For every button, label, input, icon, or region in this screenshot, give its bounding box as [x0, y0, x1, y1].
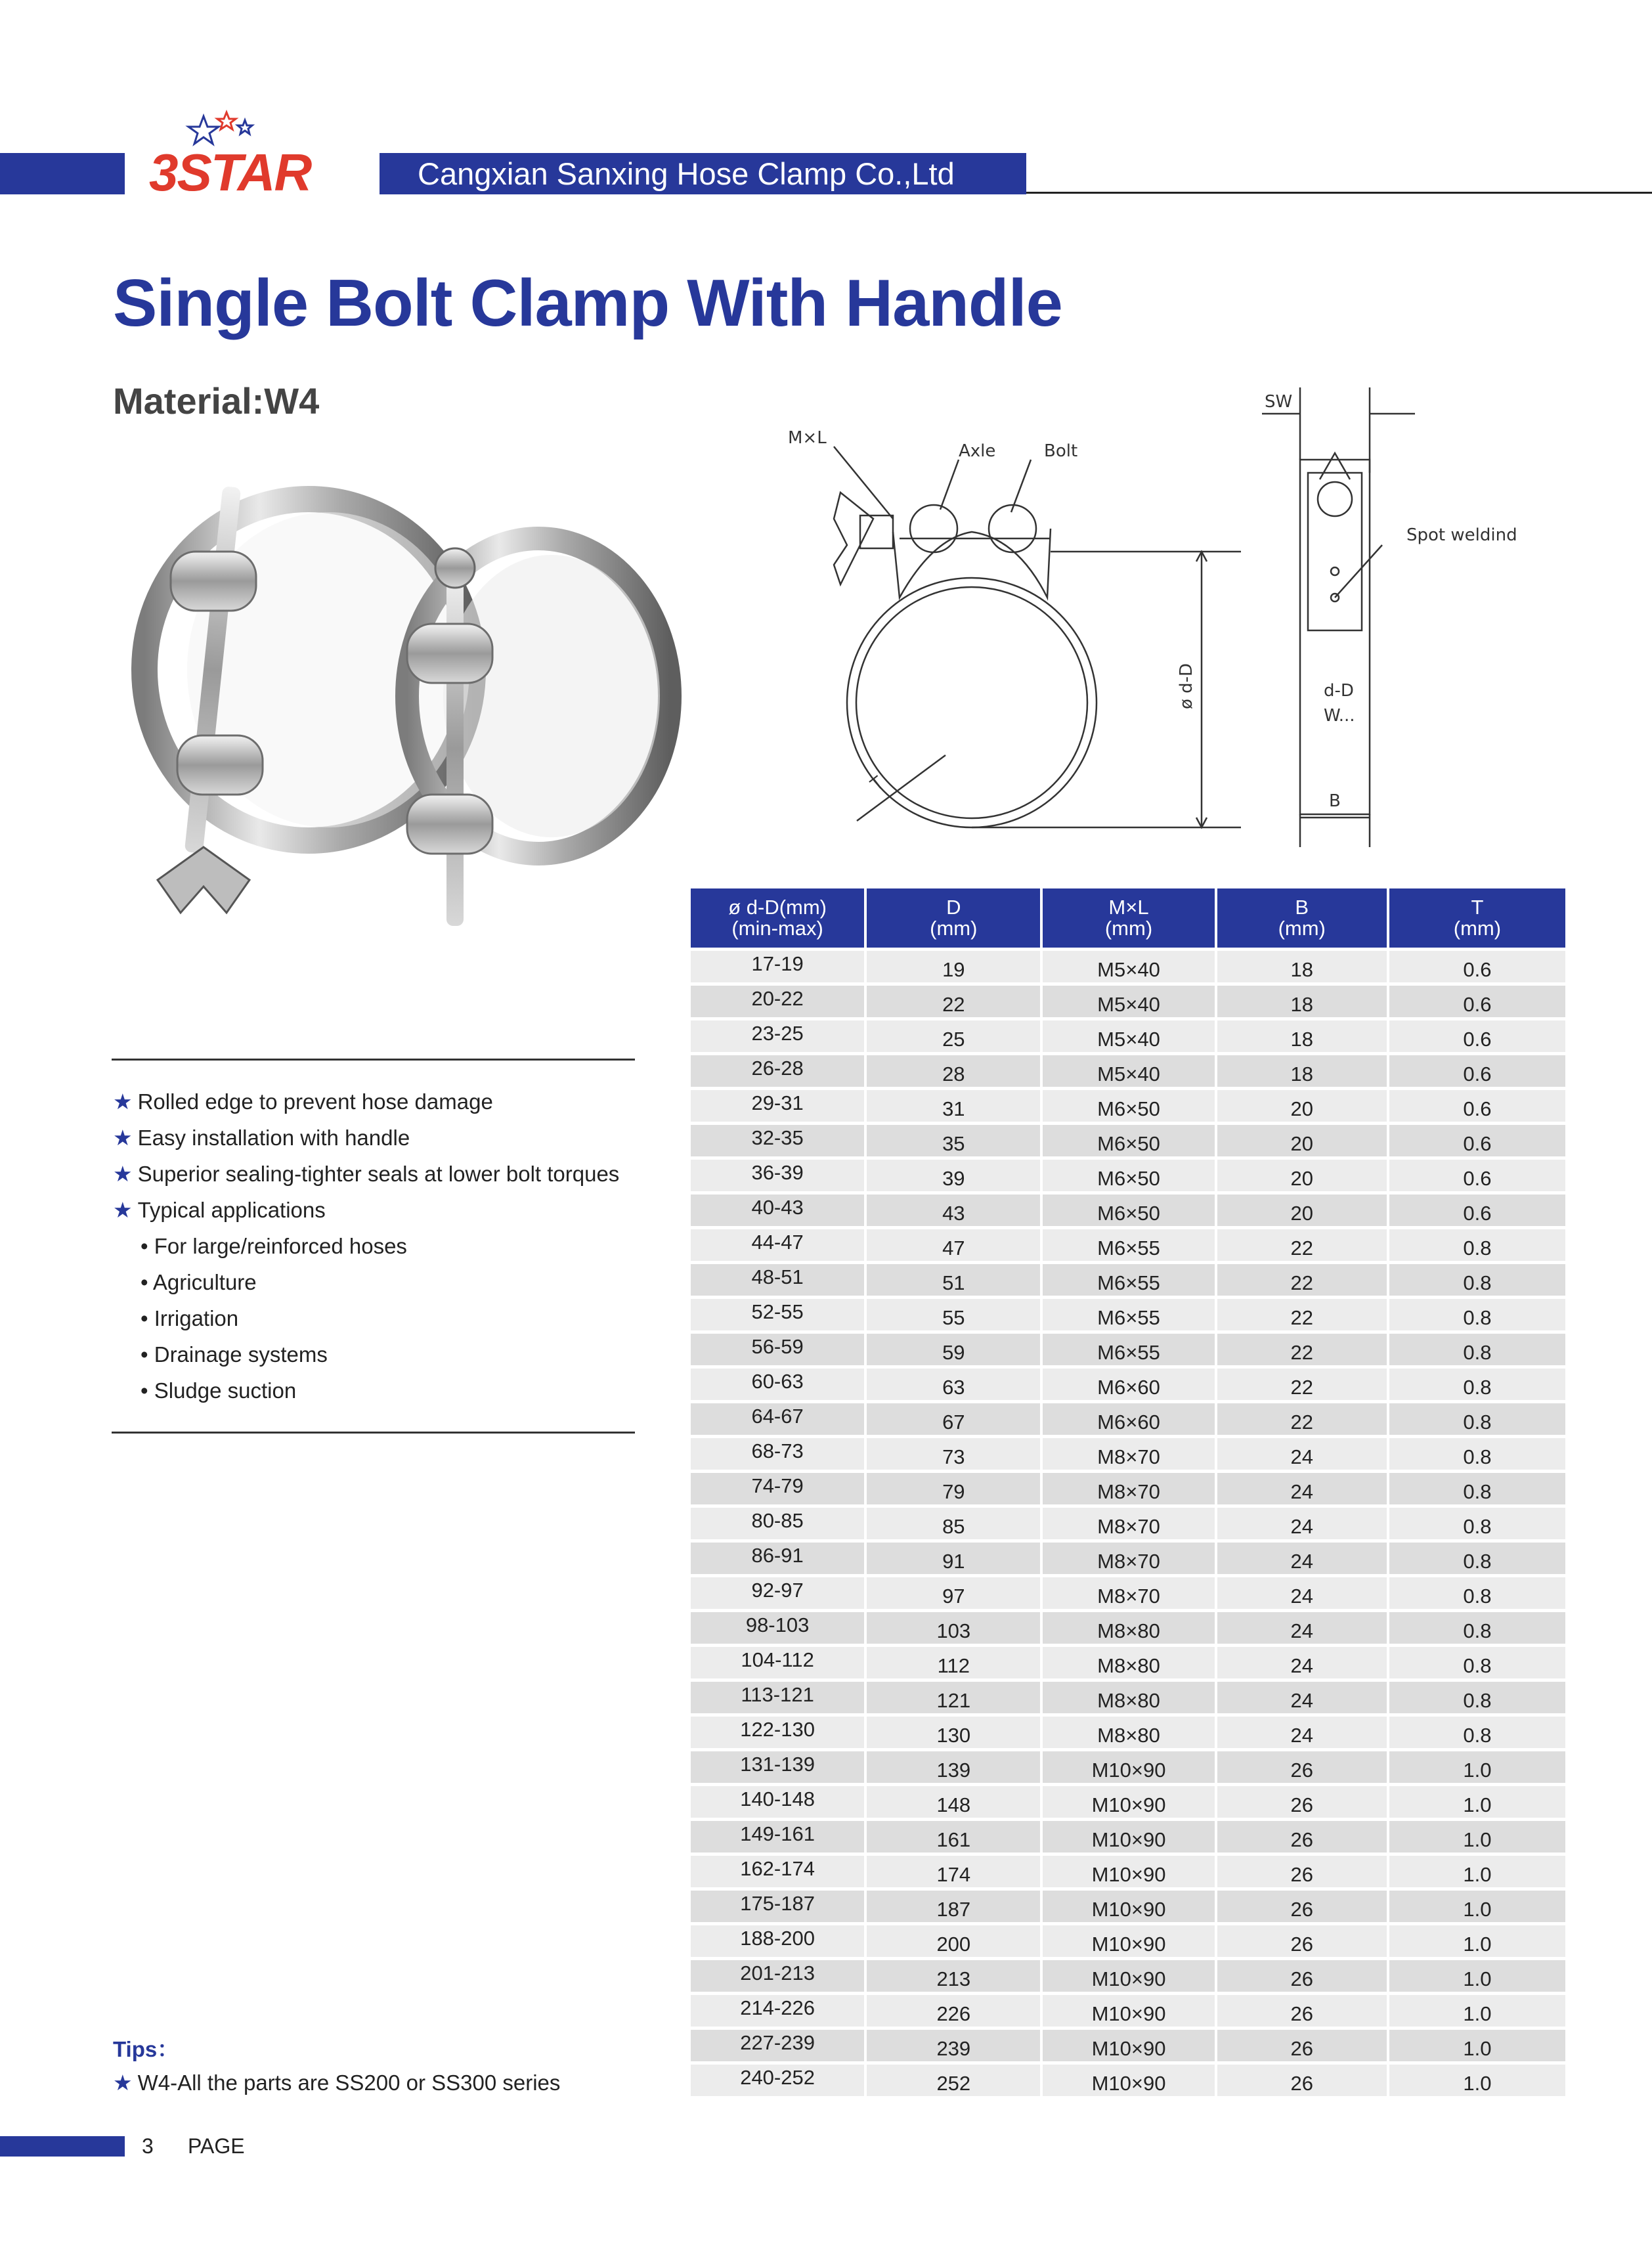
- cell-b: 26: [1217, 1856, 1387, 1887]
- feature-item: ★ Superior sealing-tighter seals at lower bolt torques: [113, 1162, 620, 1186]
- cell-range: 227-239: [691, 2030, 864, 2061]
- cell-t: 0.8: [1389, 1438, 1565, 1470]
- cell-d: 148: [867, 1786, 1040, 1818]
- cell-t: 0.8: [1389, 1717, 1565, 1748]
- header-cell-range: ø d-D(mm) (min-max): [691, 888, 864, 948]
- table-row: [691, 1264, 1565, 1296]
- cell-d: 73: [867, 1438, 1040, 1470]
- cell-t: 0.6: [1389, 1020, 1565, 1052]
- table-row: [691, 1160, 1565, 1191]
- cell-t: 0.8: [1389, 1264, 1565, 1296]
- cell-d: 103: [867, 1612, 1040, 1644]
- cell-b: 26: [1217, 1891, 1387, 1922]
- cell-b: 22: [1217, 1299, 1387, 1330]
- cell-mxl: M6×55: [1043, 1229, 1214, 1261]
- cell-d: 19: [867, 951, 1040, 982]
- table-row: [691, 1821, 1565, 1852]
- cell-range: 149-161: [691, 1821, 864, 1852]
- cell-range: 98-103: [691, 1612, 864, 1644]
- application-item: • Irrigation: [141, 1306, 239, 1330]
- cell-range: 29-31: [691, 1090, 864, 1122]
- cell-d: 43: [867, 1194, 1040, 1226]
- cell-mxl: M10×90: [1043, 1856, 1214, 1887]
- product-photo: [118, 453, 696, 965]
- bolt-label: Bolt: [1044, 441, 1078, 461]
- table-row: [691, 1612, 1565, 1644]
- table-row: [691, 1229, 1565, 1261]
- cell-b: 18: [1217, 1020, 1387, 1052]
- cell-mxl: M10×90: [1043, 1786, 1214, 1818]
- cell-d: 85: [867, 1508, 1040, 1539]
- table-row: [691, 1856, 1565, 1887]
- cell-d: 213: [867, 1960, 1040, 1992]
- cell-b: 26: [1217, 1821, 1387, 1852]
- header-cell-d: D (mm): [867, 888, 1040, 948]
- cell-mxl: M6×60: [1043, 1369, 1214, 1400]
- cell-mxl: M6×50: [1043, 1090, 1214, 1122]
- table-row: [691, 1090, 1565, 1122]
- cell-t: 0.8: [1389, 1334, 1565, 1365]
- application-item: • Sludge suction: [141, 1378, 297, 1403]
- cell-d: 91: [867, 1543, 1040, 1574]
- cell-range: 122-130: [691, 1717, 864, 1748]
- b-label: B: [1329, 791, 1341, 811]
- cell-b: 20: [1217, 1090, 1387, 1122]
- cell-d: 112: [867, 1647, 1040, 1678]
- cell-b: 24: [1217, 1508, 1387, 1539]
- cell-t: 0.6: [1389, 1055, 1565, 1087]
- cell-t: 0.8: [1389, 1577, 1565, 1609]
- table-row: [691, 986, 1565, 1017]
- page-title: Single Bolt Clamp With Handle: [113, 267, 1062, 340]
- cell-b: 24: [1217, 1682, 1387, 1713]
- page-number: 3: [142, 2134, 154, 2158]
- cell-mxl: M5×40: [1043, 951, 1214, 982]
- cell-range: 23-25: [691, 1020, 864, 1052]
- application-item: • For large/reinforced hoses: [141, 1234, 407, 1258]
- header-left-bar: [0, 153, 125, 194]
- table-row: [691, 1334, 1565, 1365]
- cell-t: 0.8: [1389, 1508, 1565, 1539]
- cell-t: 1.0: [1389, 2065, 1565, 2096]
- cell-range: 60-63: [691, 1369, 864, 1400]
- table-row: [691, 1473, 1565, 1504]
- cell-b: 22: [1217, 1403, 1387, 1435]
- cell-mxl: M8×80: [1043, 1647, 1214, 1678]
- table-row: [691, 1508, 1565, 1539]
- cell-range: 20-22: [691, 986, 864, 1017]
- table-row: [691, 1543, 1565, 1574]
- cell-mxl: M5×40: [1043, 986, 1214, 1017]
- cell-d: 174: [867, 1856, 1040, 1887]
- cell-mxl: M5×40: [1043, 1055, 1214, 1087]
- spec-table: [691, 888, 1565, 2096]
- star-icon: ★: [113, 1162, 133, 1186]
- cell-t: 0.8: [1389, 1682, 1565, 1713]
- cell-range: 162-174: [691, 1856, 864, 1887]
- cell-t: 0.8: [1389, 1299, 1565, 1330]
- cell-mxl: M8×80: [1043, 1612, 1214, 1644]
- cell-range: 17-19: [691, 951, 864, 982]
- cell-mxl: M8×70: [1043, 1577, 1214, 1609]
- cell-b: 26: [1217, 1995, 1387, 2027]
- cell-mxl: M10×90: [1043, 2065, 1214, 2096]
- cell-range: 201-213: [691, 1960, 864, 1992]
- cell-b: 26: [1217, 2065, 1387, 2096]
- cell-range: 74-79: [691, 1473, 864, 1504]
- cell-mxl: M6×55: [1043, 1299, 1214, 1330]
- cell-mxl: M10×90: [1043, 1960, 1214, 1992]
- cell-b: 22: [1217, 1229, 1387, 1261]
- header-cell-mxl: M×L (mm): [1043, 888, 1214, 948]
- feature-item: ★ Rolled edge to prevent hose damage: [113, 1089, 493, 1114]
- star-icon: ★: [113, 1089, 133, 1114]
- star-icon: ★: [113, 2071, 133, 2095]
- table-row: [691, 1403, 1565, 1435]
- cell-t: 1.0: [1389, 2030, 1565, 2061]
- table-row: [691, 1055, 1565, 1087]
- tips-title: Tips：: [113, 2037, 179, 2061]
- cell-mxl: M10×90: [1043, 1995, 1214, 2027]
- cell-b: 24: [1217, 1717, 1387, 1748]
- cell-d: 121: [867, 1682, 1040, 1713]
- cell-b: 26: [1217, 1786, 1387, 1818]
- table-header: [691, 888, 1565, 948]
- cell-mxl: M10×90: [1043, 1821, 1214, 1852]
- cell-t: 0.8: [1389, 1369, 1565, 1400]
- application-item: • Agriculture: [141, 1270, 257, 1294]
- cell-range: 32-35: [691, 1125, 864, 1156]
- cell-b: 20: [1217, 1194, 1387, 1226]
- cell-range: 131-139: [691, 1751, 864, 1783]
- header-cell-b: B (mm): [1217, 888, 1387, 948]
- cell-b: 20: [1217, 1160, 1387, 1191]
- cell-mxl: M6×55: [1043, 1334, 1214, 1365]
- cell-t: 1.0: [1389, 1925, 1565, 1957]
- table-row: [691, 1786, 1565, 1818]
- cell-d: 55: [867, 1299, 1040, 1330]
- table-row: [691, 1925, 1565, 1957]
- cell-t: 1.0: [1389, 1821, 1565, 1852]
- cell-range: 40-43: [691, 1194, 864, 1226]
- cell-t: 1.0: [1389, 1751, 1565, 1783]
- axle-label: Axle: [959, 441, 996, 461]
- cell-mxl: M8×70: [1043, 1508, 1214, 1539]
- cell-d: 63: [867, 1369, 1040, 1400]
- table-row: [691, 1960, 1565, 1992]
- cell-b: 26: [1217, 2030, 1387, 2061]
- spot-weld-label: Spot weldind: [1406, 525, 1517, 545]
- cell-mxl: M6×55: [1043, 1264, 1214, 1296]
- cell-range: 104-112: [691, 1647, 864, 1678]
- cell-range: 214-226: [691, 1995, 864, 2027]
- cell-t: 1.0: [1389, 1960, 1565, 1992]
- table-row: [691, 1717, 1565, 1748]
- cell-b: 24: [1217, 1438, 1387, 1470]
- feature-item: ★ Typical applications: [113, 1198, 326, 1222]
- cell-d: 187: [867, 1891, 1040, 1922]
- header-cell-t: T (mm): [1389, 888, 1565, 948]
- cell-t: 0.8: [1389, 1543, 1565, 1574]
- features-top-rule: [112, 1059, 635, 1061]
- cell-b: 24: [1217, 1647, 1387, 1678]
- cell-range: 44-47: [691, 1229, 864, 1261]
- cell-mxl: M10×90: [1043, 1925, 1214, 1957]
- cell-t: 0.6: [1389, 1125, 1565, 1156]
- cell-b: 18: [1217, 986, 1387, 1017]
- cell-t: 0.6: [1389, 1194, 1565, 1226]
- cell-mxl: M10×90: [1043, 1751, 1214, 1783]
- cell-t: 1.0: [1389, 1786, 1565, 1818]
- cell-mxl: M6×50: [1043, 1194, 1214, 1226]
- cell-d: 47: [867, 1229, 1040, 1261]
- tips-text: ★ W4-All the parts are SS200 or SS300 series: [113, 2071, 561, 2095]
- cell-d: 31: [867, 1090, 1040, 1122]
- cell-mxl: M6×50: [1043, 1160, 1214, 1191]
- table-row: [691, 1125, 1565, 1156]
- cell-mxl: M8×80: [1043, 1682, 1214, 1713]
- cell-t: 0.8: [1389, 1229, 1565, 1261]
- features-list: [113, 1084, 619, 1409]
- cell-range: 113-121: [691, 1682, 864, 1713]
- cell-range: 68-73: [691, 1438, 864, 1470]
- company-logo: [141, 108, 358, 200]
- cell-d: 226: [867, 1995, 1040, 2027]
- table-row: [691, 2030, 1565, 2061]
- cell-b: 26: [1217, 1925, 1387, 1957]
- front-view-drawing: [768, 381, 1261, 854]
- cell-b: 26: [1217, 1960, 1387, 1992]
- cell-d: 22: [867, 986, 1040, 1017]
- table-row: [691, 1438, 1565, 1470]
- table-body: [691, 951, 1565, 2096]
- cell-mxl: M10×90: [1043, 2030, 1214, 2061]
- cell-mxl: M8×70: [1043, 1473, 1214, 1504]
- cell-d: 139: [867, 1751, 1040, 1783]
- header-rule: [1026, 192, 1652, 194]
- cell-b: 24: [1217, 1473, 1387, 1504]
- application-item: • Drainage systems: [141, 1342, 328, 1367]
- material-label: Material:W4: [113, 380, 320, 422]
- logo-wordmark: 3STAR: [149, 143, 311, 202]
- table-row: [691, 1891, 1565, 1922]
- cell-d: 28: [867, 1055, 1040, 1087]
- cell-range: 175-187: [691, 1891, 864, 1922]
- table-row: [691, 1647, 1565, 1678]
- side-w-label: W...: [1324, 706, 1355, 726]
- cell-d: 39: [867, 1160, 1040, 1191]
- table-row: [691, 1751, 1565, 1783]
- cell-d: 252: [867, 2065, 1040, 2096]
- cell-b: 22: [1217, 1369, 1387, 1400]
- cell-t: 0.8: [1389, 1612, 1565, 1644]
- cell-b: 24: [1217, 1577, 1387, 1609]
- cell-d: 130: [867, 1717, 1040, 1748]
- cell-range: 52-55: [691, 1299, 864, 1330]
- cell-mxl: M8×70: [1043, 1438, 1214, 1470]
- cell-t: 0.8: [1389, 1647, 1565, 1678]
- star-icon: ★: [113, 1198, 133, 1222]
- cell-range: 92-97: [691, 1577, 864, 1609]
- cell-t: 0.6: [1389, 986, 1565, 1017]
- cell-range: 64-67: [691, 1403, 864, 1435]
- company-name: Cangxian Sanxing Hose Clamp Co.,Ltd: [418, 156, 955, 191]
- table-row: [691, 1995, 1565, 2027]
- cell-mxl: M5×40: [1043, 1020, 1214, 1052]
- cell-t: 0.8: [1389, 1473, 1565, 1504]
- diameter-label: ø d-D: [1177, 663, 1196, 709]
- cell-t: 0.6: [1389, 1090, 1565, 1122]
- side-dd-label: d-D: [1324, 681, 1354, 701]
- cell-mxl: M6×60: [1043, 1403, 1214, 1435]
- cell-range: 80-85: [691, 1508, 864, 1539]
- cell-t: 1.0: [1389, 1891, 1565, 1922]
- mxl-label: M×L: [788, 428, 827, 448]
- cell-b: 24: [1217, 1543, 1387, 1574]
- cell-b: 26: [1217, 1751, 1387, 1783]
- cell-d: 35: [867, 1125, 1040, 1156]
- cell-b: 22: [1217, 1334, 1387, 1365]
- cell-range: 36-39: [691, 1160, 864, 1191]
- cell-mxl: M6×50: [1043, 1125, 1214, 1156]
- cell-range: 86-91: [691, 1543, 864, 1574]
- table-row: [691, 1194, 1565, 1226]
- cell-d: 239: [867, 2030, 1040, 2061]
- cell-b: 18: [1217, 951, 1387, 982]
- side-view-drawing: [1261, 381, 1550, 854]
- cell-b: 22: [1217, 1264, 1387, 1296]
- page-label: PAGE: [188, 2134, 245, 2158]
- cell-d: 161: [867, 1821, 1040, 1852]
- cell-mxl: M8×70: [1043, 1543, 1214, 1574]
- table-row: [691, 951, 1565, 982]
- cell-d: 59: [867, 1334, 1040, 1365]
- table-row: [691, 1299, 1565, 1330]
- sw-label: SW: [1265, 392, 1293, 412]
- star-icon: ★: [113, 1126, 133, 1150]
- cell-mxl: M10×90: [1043, 1891, 1214, 1922]
- cell-range: 240-252: [691, 2065, 864, 2096]
- table-row: [691, 2065, 1565, 2096]
- cell-t: 0.8: [1389, 1403, 1565, 1435]
- cell-d: 67: [867, 1403, 1040, 1435]
- cell-d: 79: [867, 1473, 1040, 1504]
- cell-d: 97: [867, 1577, 1040, 1609]
- cell-d: 200: [867, 1925, 1040, 1957]
- table-row: [691, 1369, 1565, 1400]
- table-row: [691, 1577, 1565, 1609]
- cell-range: 188-200: [691, 1925, 864, 1957]
- cell-range: 48-51: [691, 1264, 864, 1296]
- cell-t: 1.0: [1389, 1856, 1565, 1887]
- cell-t: 1.0: [1389, 1995, 1565, 2027]
- cell-mxl: M8×80: [1043, 1717, 1214, 1748]
- footer-bar: [0, 2136, 125, 2157]
- cell-range: 56-59: [691, 1334, 864, 1365]
- cell-t: 0.6: [1389, 1160, 1565, 1191]
- cell-range: 140-148: [691, 1786, 864, 1818]
- feature-item: ★ Easy installation with handle: [113, 1126, 410, 1150]
- cell-b: 24: [1217, 1612, 1387, 1644]
- cell-b: 18: [1217, 1055, 1387, 1087]
- cell-d: 51: [867, 1264, 1040, 1296]
- table-row: [691, 1682, 1565, 1713]
- thickness-label: T: [867, 773, 888, 795]
- cell-range: 26-28: [691, 1055, 864, 1087]
- table-row: [691, 1020, 1565, 1052]
- features-bottom-rule: [112, 1432, 635, 1434]
- cell-d: 25: [867, 1020, 1040, 1052]
- cell-b: 20: [1217, 1125, 1387, 1156]
- cell-t: 0.6: [1389, 951, 1565, 982]
